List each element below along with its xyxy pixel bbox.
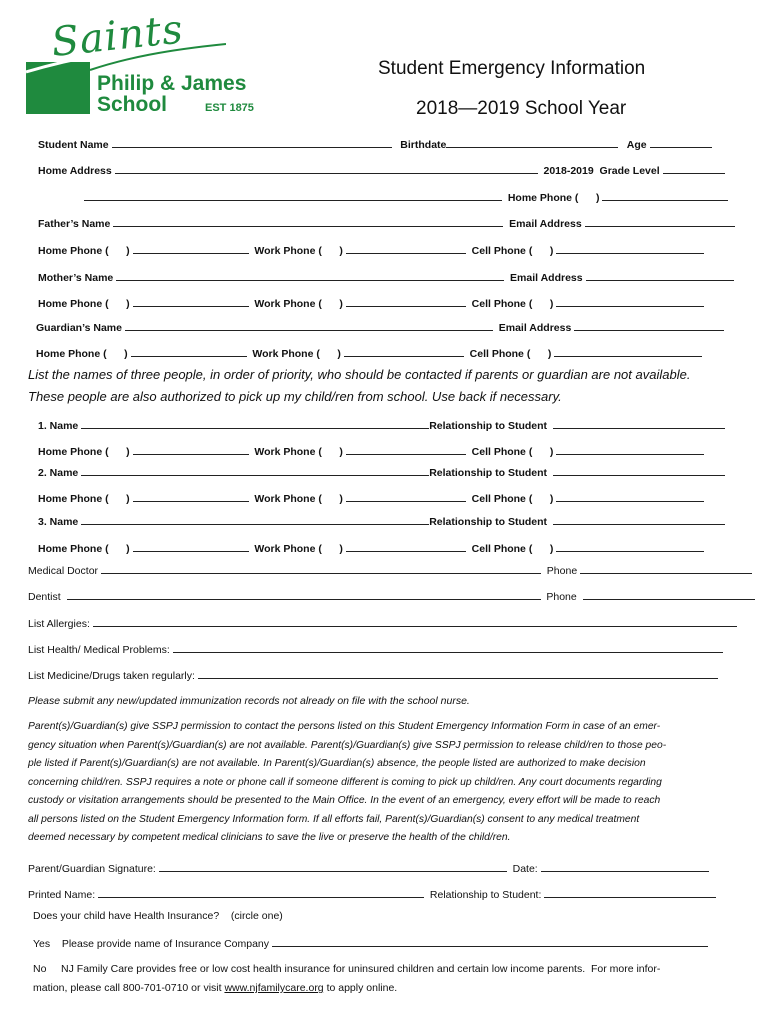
guardian-phones-row: Home Phone ( ) Work Phone ( ) Cell Phone ( ) [36, 346, 702, 361]
guardian-home-phone-field[interactable] [131, 346, 247, 357]
insurance-no-row-2: mation, please call 800-701-0710 or visit www.njfamilycare.org to apply online. [33, 982, 398, 994]
contact-1-phones-row: Home Phone ( ) Work Phone ( ) Cell Phone ( ) [38, 444, 704, 459]
insurance-no-row: No NJ Family Care provides free or low cost health insurance for uninsured children and certain low income parents. For more infor- [33, 963, 661, 975]
contact-1-row: 1. Name Relationship to Student [38, 418, 725, 433]
allergies-field[interactable] [93, 616, 737, 627]
father-work-phone-field[interactable] [346, 243, 466, 254]
student-name-row [38, 137, 712, 152]
guardian-cell-phone-field[interactable] [554, 346, 702, 357]
school-year: 2018—2019 School Year [416, 98, 627, 119]
contacts-note: List the names of three people, in order of priority, who should be contacted if parents or guardian are not available. These people are also authorized to pick up my child/ren from school. Use back if necessary. [28, 367, 691, 404]
address-line2-row: Home Phone ( ) [84, 190, 728, 205]
contact-2-cell-phone-field[interactable] [556, 491, 704, 502]
father-phones-row: Home Phone ( ) Work Phone ( ) Cell Phone ( ) [38, 243, 704, 258]
birthdate-label: Birthdate [400, 139, 447, 151]
mother-phones-row: Home Phone ( ) Work Phone ( ) Cell Phone ( ) [38, 296, 704, 311]
guardians-name-field[interactable] [125, 320, 493, 331]
student-name-field[interactable] [112, 137, 392, 148]
home-address-field[interactable] [115, 163, 538, 174]
birthdate-field[interactable] [446, 137, 618, 148]
student-name-label: Student Name [38, 139, 109, 151]
mother-email-label: Email Address [510, 272, 583, 284]
signature-field[interactable] [159, 861, 507, 872]
guardian-work-phone-field[interactable] [344, 346, 464, 357]
insurance-yes-row: Yes Please provide name of Insurance Company [33, 936, 708, 951]
dentist-field[interactable] [67, 589, 541, 600]
allergies-row: List Allergies: [28, 616, 737, 631]
home-phone-label: Home Phone ( [507, 192, 579, 204]
medical-doctor-phone-field[interactable] [580, 563, 752, 574]
guardian-row [36, 320, 724, 335]
mother-home-phone-field[interactable] [133, 296, 249, 307]
dentist-row: Dentist Phone [28, 589, 755, 604]
mother-row [38, 270, 734, 285]
grade-level-field[interactable] [663, 163, 725, 174]
contact-2-phones-row: Home Phone ( ) Work Phone ( ) Cell Phone ( ) [38, 491, 704, 506]
contact-1-name-field[interactable] [81, 418, 429, 429]
dentist-phone-field[interactable] [583, 589, 755, 600]
consent-paragraph: Parent(s)/Guardian(s) give SSPJ permission to contact the persons listed on this Student Emergency Information Form in case of an emer- gency situation when Parent(s)/Guardian(s) are not available. Parent(s)/Guardian(s) give SSPJ permission to release child/ren to those peo- ple listed if Parent(s)/Guardian(s) are not available. In Parent(s)/Guardian(s) absence, the people listed are authorized to make decision concerning child/ren. SSPJ requires a note or phone call if someone different is coming to pick up child/ren. Any court documents regarding custody or visitation arrangements should be presented to the Main Office. In the event of an emergency, every effort will be made to reach all persons listed on the Student Emergency Information form. If all efforts fail, Parent(s)/Guardian(s) consent to any medical treatment deemed necessary by competent medical clinicians to save the live or preserve the health of the child/ren. [28, 721, 667, 843]
contact-2-work-phone-field[interactable] [346, 491, 466, 502]
contact-2-relationship-field[interactable] [553, 465, 725, 476]
contact-2-row: 2. Name Relationship to Student [38, 465, 725, 480]
contact-1-cell-phone-field[interactable] [556, 444, 704, 455]
insurance-company-field[interactable] [272, 936, 708, 947]
medicine-row: List Medicine/Drugs taken regularly: [28, 668, 718, 683]
contact-3-row: 3. Name Relationship to Student [38, 514, 725, 529]
mother-cell-phone-field[interactable] [556, 296, 704, 307]
mother-email-field[interactable] [586, 270, 734, 281]
contact-1-work-phone-field[interactable] [346, 444, 466, 455]
home-phone-field[interactable] [602, 190, 728, 201]
health-problems-row: List Health/ Medical Problems: [28, 642, 723, 657]
date-field[interactable] [541, 861, 709, 872]
logo-saints-script: Saints [49, 6, 186, 67]
mothers-name-field[interactable] [116, 270, 504, 281]
contact-3-phones-row: Home Phone ( ) Work Phone ( ) Cell Phone ( ) [38, 541, 704, 556]
logo-philip-james: Philip & James [97, 72, 247, 95]
printed-name-field[interactable] [98, 887, 424, 898]
medicine-field[interactable] [198, 668, 718, 679]
logo-est: EST 1875 [205, 102, 254, 114]
contact-3-name-field[interactable] [81, 514, 429, 525]
insurance-question: Does your child have Health Insurance? (circle one) [33, 910, 283, 922]
contact-3-work-phone-field[interactable] [346, 541, 466, 552]
guardian-email-field[interactable] [574, 320, 724, 331]
age-field[interactable] [650, 137, 712, 148]
signature-row: Parent/Guardian Signature: Date: [28, 861, 709, 876]
mother-work-phone-field[interactable] [346, 296, 466, 307]
father-row [38, 216, 735, 231]
contact-2-home-phone-field[interactable] [133, 491, 249, 502]
guardians-name-label: Guardian’s Name [36, 322, 122, 334]
medical-doctor-row: Medical Doctor Phone [28, 563, 752, 578]
immunization-note: Please submit any new/updated immunization records not already on file with the school nurse. [28, 695, 470, 707]
contact-3-relationship-field[interactable] [553, 514, 725, 525]
insurance-no-option[interactable]: No [33, 963, 47, 975]
page-title: Student Emergency Information [378, 58, 646, 79]
logo-school: School [97, 93, 168, 116]
relationship-field[interactable] [544, 887, 716, 898]
father-home-phone-field[interactable] [133, 243, 249, 254]
father-cell-phone-field[interactable] [556, 243, 704, 254]
insurance-yes-option[interactable]: Yes [33, 938, 51, 950]
contact-1-relationship-field[interactable] [553, 418, 725, 429]
health-problems-field[interactable] [173, 642, 723, 653]
contact-2-name-field[interactable] [81, 465, 429, 476]
father-email-field[interactable] [585, 216, 735, 227]
guardian-email-label: Email Address [498, 322, 572, 334]
address-line2-field[interactable] [84, 190, 502, 201]
fathers-name-label: Father’s Name [38, 218, 111, 230]
father-email-label: Email Address [509, 218, 582, 230]
medical-doctor-field[interactable] [101, 563, 541, 574]
contact-3-cell-phone-field[interactable] [556, 541, 704, 552]
mothers-name-label: Mother’s Name [38, 272, 114, 284]
printed-name-row: Printed Name: Relationship to Student: [28, 887, 716, 902]
contact-3-home-phone-field[interactable] [133, 541, 249, 552]
contact-1-home-phone-field[interactable] [133, 444, 249, 455]
home-address-label: Home Address [38, 165, 112, 177]
grade-level-label: 2018-2019 Grade Level [543, 165, 660, 177]
fathers-name-field[interactable] [113, 216, 503, 227]
njfamilycare-link[interactable]: www.njfamilycare.org [224, 982, 324, 994]
home-address-row [38, 163, 725, 178]
age-label: Age [626, 139, 647, 151]
